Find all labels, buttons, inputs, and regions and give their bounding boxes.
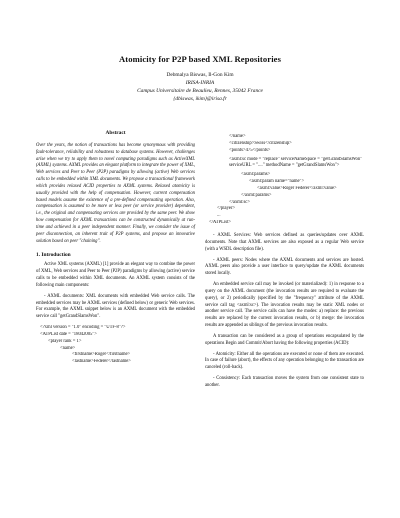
code-line: <name> [60, 345, 76, 351]
author-block [0, 72, 400, 104]
code-line: </player> [217, 206, 236, 212]
intro-paragraph-1: Active XML systems (AXML) [1] provide an elegant way to combine the power of XML, Web services and Peer to Peer (P2P) paradigms by allowing (active) service calls to be embedded within XML documents. An AXML system consists of the following main components: [36, 262, 195, 288]
code-line: <axml:params> [241, 172, 271, 178]
body-paragraph-service-invocation: An embedded service call may be invoked (or materialized): 1) in response to a query on the AXML document (the invocation results are required to evaluate the query), or 2) periodically (specified by the "frequency" attribute of the AXML service call tag <axml:sc>). The invocation results may be static XML nodes or another service call. The service calls can have the modes: a) replace: the previous results are replaced by the current invocation results, or b) merge: the invocation results are appended as siblings of the previous invocation results. [205, 282, 364, 329]
code-line: ... [217, 213, 221, 219]
code-line: </axml:params> [241, 192, 272, 198]
section-heading-introduction: 1. Introduction [36, 251, 71, 258]
code-line: <lastname>Federer</lastname> [72, 359, 131, 365]
code-line: <axml:param name="name"> [249, 179, 305, 185]
body-paragraph-axml-services: - AXML Services: Web services defined as queries/updates over AXML documents. Note that AXML services are also exposed as a regular Web service (with a WSDL description file). [205, 232, 364, 252]
abstract-text: Over the years, the notion of transactions has become synonymous with providing fault-tolerance, reliability and robustness to database systems. However, challenges arise when we try to apply them to novel computing paradigms such as ActiveXML (AXML) systems. AXML provides an elegant platform to integrate the power of XML, Web services and Peer to Peer (P2P) paradigms by allowing (active) Web services calls to be embedded within XML documents. We propose a transactional framework which provides relaxed ACID properties to AXML systems. Relaxed atomicity is usually provided with the help of compensation. However, current compensation based models assume the existence of a pre-defined compensating operation. Also, compensation is assumed to be more or less peer (or service provider) dependent, i.e., the original and compensating services are provided by the same peer. We show how compensation for AXML transactions can be constructed dynamically at run-time and achieved in a peer independent manner. Finally, we consider the issue of peer disconnection, an inherent trait of P2P systems, and propose an innovative solution based on peer "chaining". [36, 142, 195, 244]
body-paragraph-consistency: - Consistency: Each transaction moves the system from one consistent state to another. [205, 376, 364, 388]
left-column [36, 130, 195, 366]
body-paragraph-axml-peers: - AXML peers: Nodes where the AXML documents and services are hosted. AXML peers also provide a user interface to query/update the AXML documents stored locally. [205, 257, 364, 277]
code-listing-left [36, 325, 195, 366]
right-column [205, 132, 364, 394]
code-line: <points>475</points> [229, 147, 271, 153]
abstract-heading: Abstract [105, 130, 126, 136]
author-address: Campus Universitaire de Beaulieu, Rennes, 35042 France [137, 87, 263, 94]
code-listing-right-rest [205, 172, 364, 227]
code-line: </name> [229, 134, 246, 139]
code-line: </axml:sc> [229, 199, 250, 205]
code-line: </ATPList> [209, 220, 231, 226]
body-paragraph-transaction: A transaction can be considered as a group of operations encapsulated by the operations Begin and Commit/Abort having the following properties (ACID): [205, 333, 364, 346]
code-line: <axml:sc mode = "replace" serviceNameSpace = "getGrandSlamsWon" serviceURL = "...." methodName = "getGrandSlamsWon"> [229, 156, 363, 169]
author-email: {dbiswas, ikim}@irisa.fr [173, 95, 227, 102]
intro-paragraph-2: - AXML documents: XML documents with embedded Web service calls. The embedded services may be AXML services (defined below) or generic Web services. For example, the AXML snippet below is an AXML document with the embedded service call "getGrandSlamsWon". [36, 293, 195, 320]
author-names: Debmalya Biswas, Il-Gon Kim [166, 72, 234, 78]
code-line: <firstname>Roger</firstname> [72, 352, 131, 358]
paper-title: Atomicity for P2P based XML Repositories [118, 54, 282, 64]
code-line: <player rank = 1> [48, 338, 82, 344]
code-line: <?xml version = "1.0" encoding = "UTF-8"?> [40, 325, 126, 331]
author-institution: IRISA-INRIA [185, 79, 215, 86]
body-paragraph-atomicity: - Atomicity: Either all the operations are executed or none of them are executed. In case of failure (abort), the effects of any operation belonging to the transaction are canceled (roll-back). [205, 351, 364, 371]
code-line: <ATPList date = "18042005"> [40, 331, 97, 337]
code-line: <axml:value>Roger Federer</axml:value> [257, 185, 337, 191]
code-line: <citizenship>Swiss</citizenship> [229, 140, 292, 146]
code-listing-service-call [205, 157, 364, 171]
code-listing-right [205, 134, 364, 155]
